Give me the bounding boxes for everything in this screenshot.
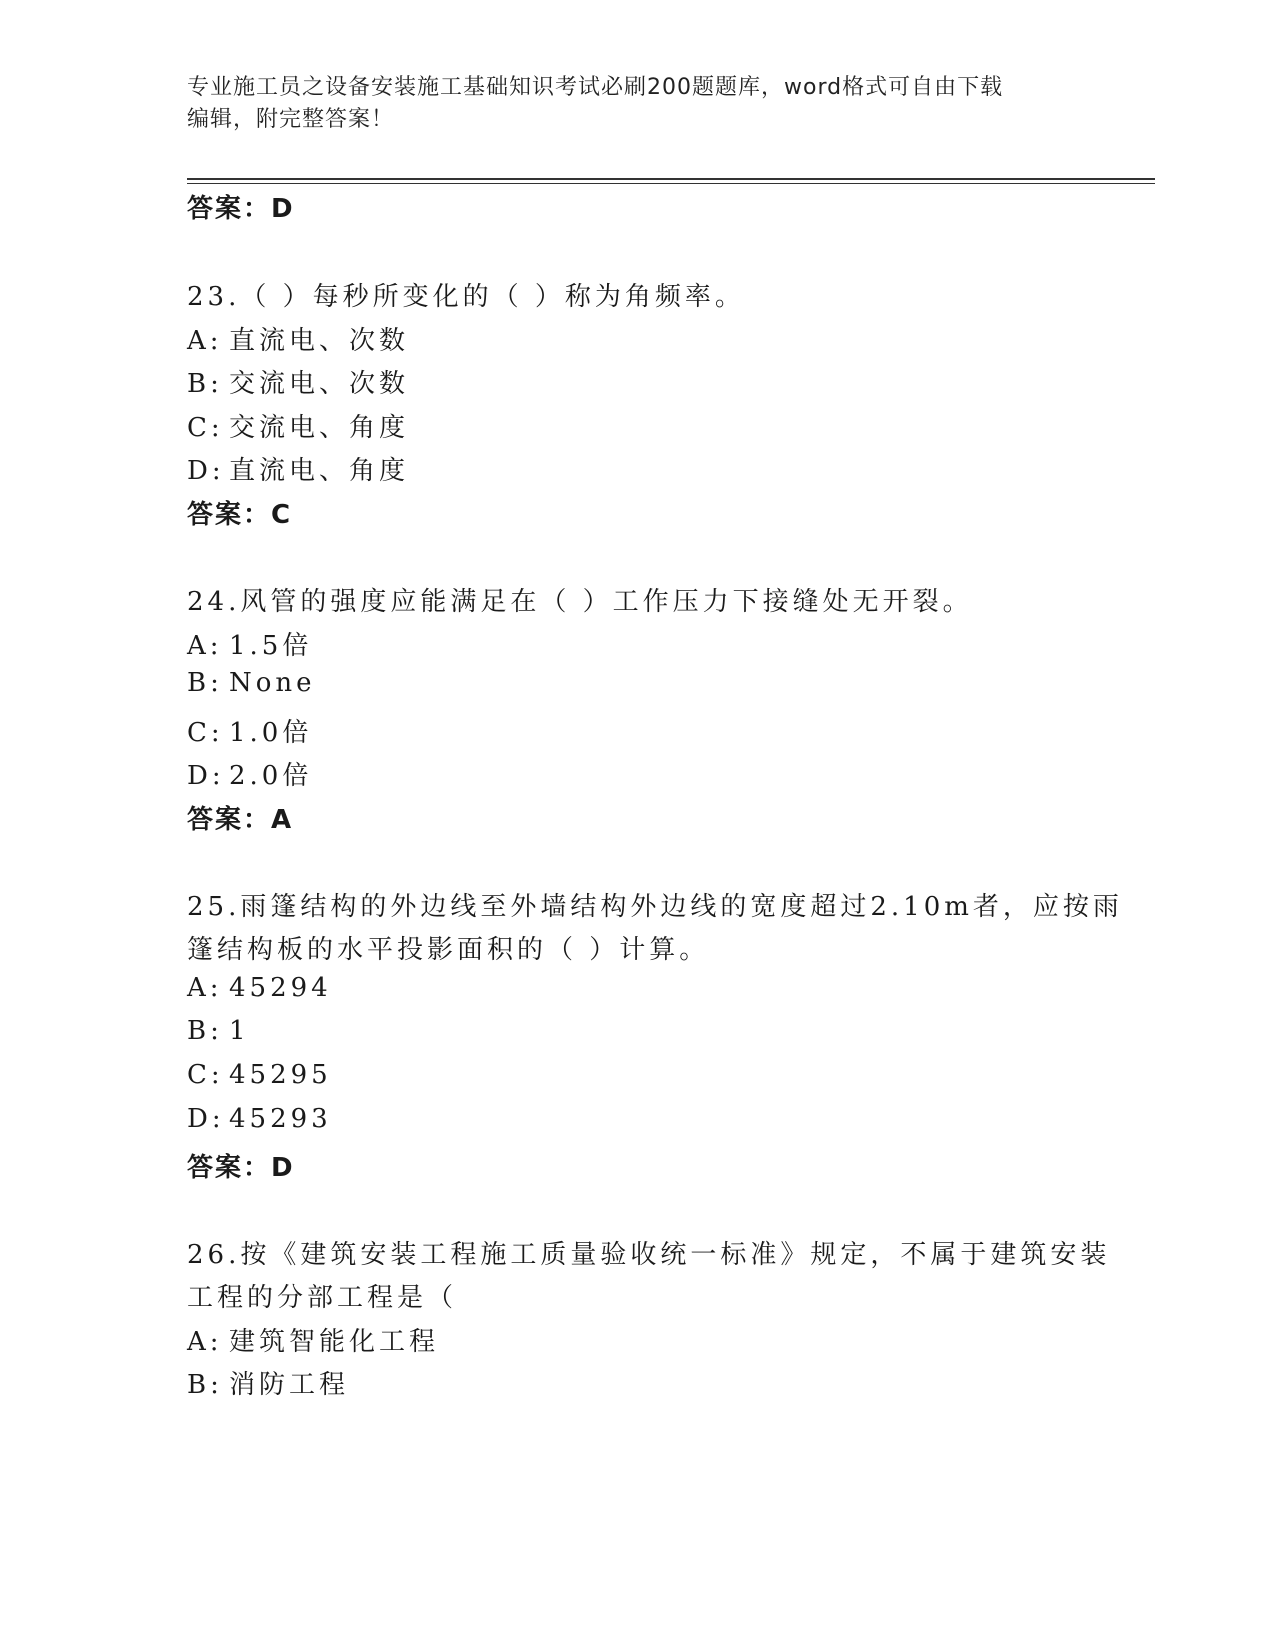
option-label: A: [187,1327,223,1357]
option-text: 2.0倍 [229,761,313,791]
option-a [187,973,332,1003]
option-label: A: [187,631,223,661]
prev-answer: 答案：D [187,194,295,224]
option-b [187,668,316,698]
option-d [187,755,312,792]
header-line-2: 编辑，附完整答案！ [187,107,395,132]
option-b [187,1016,250,1046]
option-b [187,363,409,400]
option-label: B: [187,369,223,399]
option-c [187,712,312,749]
option-text: 建筑智能化工程 [229,1327,440,1357]
option-label: C: [187,718,224,748]
question-stem: 24.风管的强度应能满足在（ ）工作压力下接缝处无开裂。 [187,587,973,617]
option-label: B: [187,668,223,698]
question-stem-line-2: 工程的分部工程是（ [187,1283,458,1313]
option-label: B: [187,1016,223,1046]
option-label: C: [187,413,224,443]
header-divider-thick [187,178,1155,180]
option-a [187,320,409,357]
answer: 答案：A [187,805,294,835]
option-label: C: [187,1060,224,1090]
option-c [187,1060,332,1090]
option-label: A: [187,326,223,356]
option-text: 交流电、角度 [229,413,410,443]
answer: 答案：D [187,1153,295,1183]
option-b [187,1364,349,1401]
option-d [187,450,409,487]
option-label: D: [187,1104,225,1134]
option-label: D: [187,761,225,791]
option-text: 1 [229,1016,250,1046]
option-d [187,1104,332,1134]
option-text: 45294 [229,973,332,1003]
option-a [187,1321,439,1358]
option-text: 45293 [229,1104,332,1134]
header-line-1: 专业施工员之设备安装施工基础知识考试必刷200题题库，word格式可自由下载 [187,75,1004,100]
option-text: 直流电、角度 [229,456,410,486]
option-text: 消防工程 [229,1370,350,1400]
option-text: 直流电、次数 [229,326,410,356]
option-label: D: [187,456,225,486]
option-text: 1.0倍 [229,718,313,748]
option-c [187,407,409,444]
option-text: 45295 [229,1060,332,1090]
document-header [187,72,1087,136]
option-text: 交流电、次数 [229,369,410,399]
option-text: None [229,668,316,698]
option-label: A: [187,973,223,1003]
question-stem-line-1: 26.按《建筑安装工程施工质量验收统一标准》规定，不属于建筑安装 [187,1240,1111,1270]
header-divider-thin [187,183,1155,184]
answer: 答案：C [187,500,293,530]
question-stem: 23.（ ）每秒所变化的（ ）称为角频率。 [187,282,745,312]
option-label: B: [187,1370,223,1400]
option-a [187,625,312,662]
question-stem-line-2: 篷结构板的水平投影面积的（ ）计算。 [187,935,710,965]
question-stem-line-1: 25.雨篷结构的外边线至外墙结构外边线的宽度超过2.10m者，应按雨 [187,892,1123,922]
option-text: 1.5倍 [229,631,313,661]
